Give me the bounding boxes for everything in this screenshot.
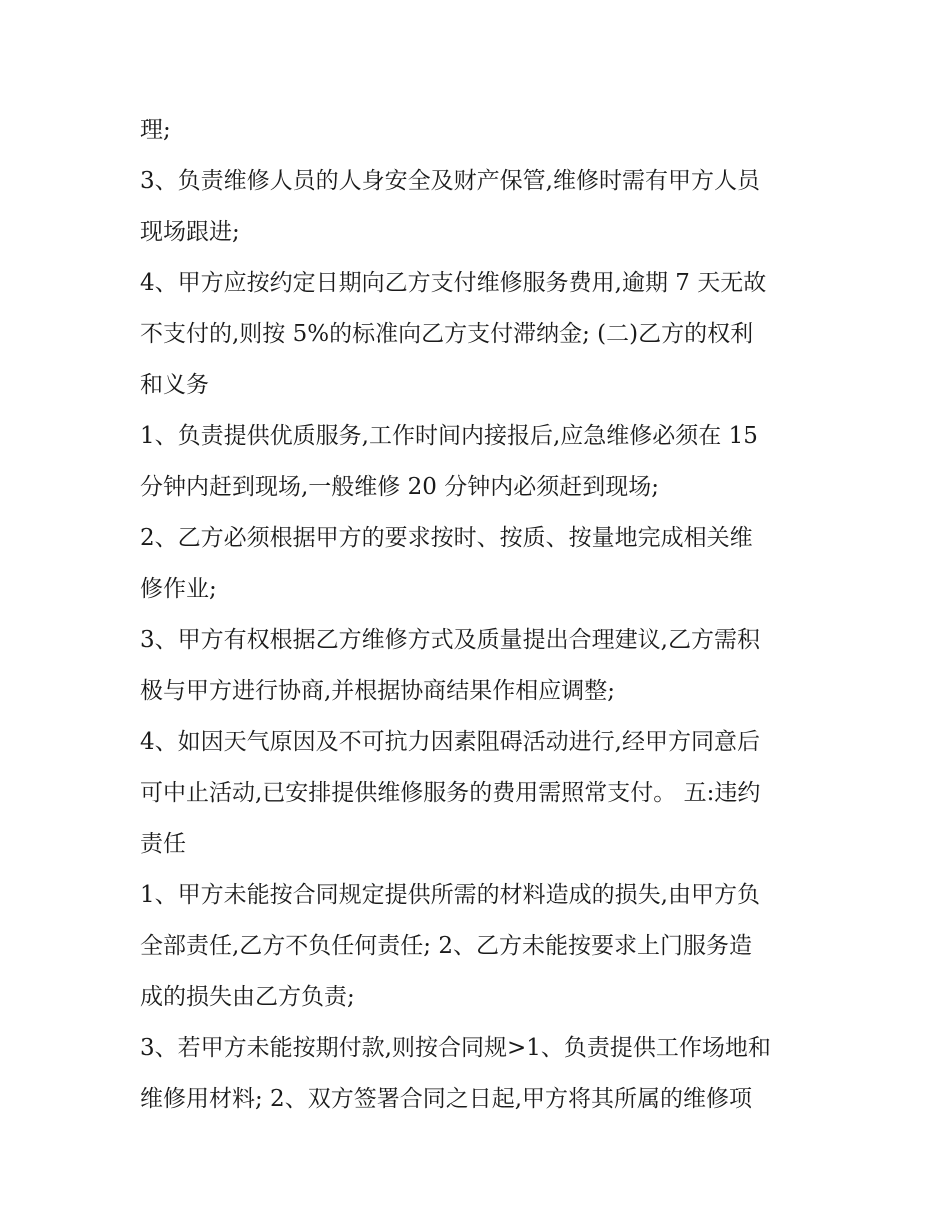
text-line: 不支付的,则按 5%的标准向乙方支付滞纳金; (二)乙方的权利 (140, 321, 754, 347)
text-line: 3、甲方有权根据乙方维修方式及质量提出合理建议,乙方需积 (140, 627, 760, 653)
text-line: 全部责任,乙方不负任何责任; 2、乙方未能按要求上门服务造 (140, 933, 753, 959)
text-line: 3、若甲方未能按期付款,则按合同规>1、负责提供工作场地和 (140, 1035, 771, 1061)
text-line: 和义务 (140, 372, 209, 398)
text-line: 分钟内赶到现场,一般维修 20 分钟内必须赶到现场; (140, 474, 659, 500)
text-line: 4、如因天气原因及不可抗力因素阻碍活动进行,经甲方同意后 (140, 729, 760, 755)
text-line: 1、负责提供优质服务,工作时间内接报后,应急维修必须在 15 (140, 423, 758, 449)
text-line: 2、乙方必须根据甲方的要求按时、按质、按量地完成相关维 (140, 525, 753, 551)
text-line: 修作业; (140, 576, 217, 602)
document-body (140, 105, 820, 1125)
text-line: 极与甲方进行协商,并根据协商结果作相应调整; (140, 678, 616, 704)
text-line: 3、负责维修人员的人身安全及财产保管,维修时需有甲方人员 (140, 168, 760, 194)
text-line: 1、甲方未能按合同规定提供所需的材料造成的损失,由甲方负 (140, 882, 760, 908)
text-line: 责任 (140, 831, 186, 857)
text-line: 可中止活动,已安排提供维修服务的费用需照常支付。 五:违约 (140, 780, 761, 806)
text-line: 现场跟进; (140, 219, 240, 245)
text-line: 4、甲方应按约定日期向乙方支付维修服务费用,逾期 7 天无故 (140, 270, 767, 296)
text-line: 理; (140, 117, 171, 143)
text-line: 维修用材料; 2、双方签署合同之日起,甲方将其所属的维修项 (140, 1086, 753, 1112)
text-line: 成的损失由乙方负责; (140, 984, 355, 1010)
